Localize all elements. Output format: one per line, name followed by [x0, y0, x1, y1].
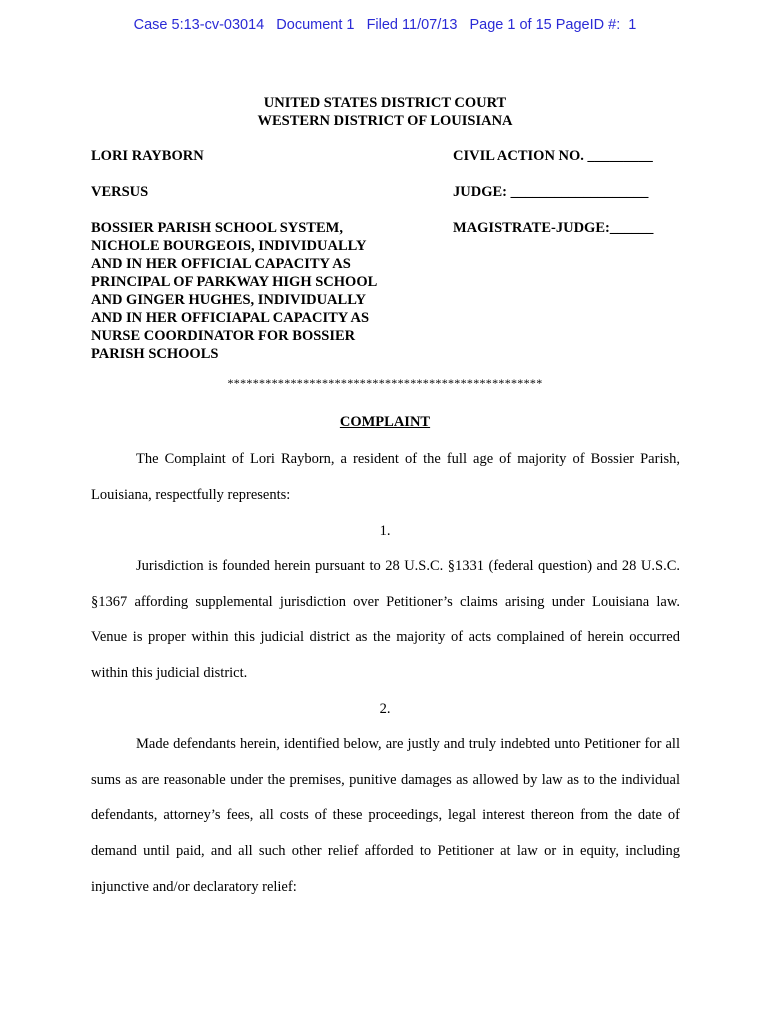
caption-separator: **************************************************	[227, 376, 543, 390]
defendant-line: AND IN HER OFFICIAPAL CAPACITY AS	[91, 310, 370, 326]
paragraph-number: 2.	[379, 701, 391, 717]
plaintiff-name: LORI RAYBORN	[91, 148, 204, 164]
paragraph-number: 1.	[379, 523, 391, 539]
versus-label: VERSUS	[91, 184, 149, 200]
defendant-line: PRINCIPAL OF PARKWAY HIGH SCHOOL	[91, 274, 378, 290]
defendant-line: PARISH SCHOOLS	[91, 346, 219, 362]
defendant-line: NICHOLE BOURGEOIS, INDIVIDUALLY	[91, 238, 367, 254]
caption-case-info	[453, 147, 693, 237]
case-header-stamp: Case 5:13-cv-03014 Document 1 Filed 11/07/13 Page 1 of 15 PageID #: 1	[133, 17, 637, 33]
civil-action-number: CIVIL ACTION NO. _________	[453, 148, 653, 164]
defendant-line: AND GINGER HUGHES, INDIVIDUALLY	[91, 292, 367, 308]
court-title	[0, 94, 770, 130]
complaint-heading: COMPLAINT	[339, 414, 431, 430]
court-district: WESTERN DISTRICT OF LOUISIANA	[257, 113, 513, 129]
defendant-line: BOSSIER PARISH SCHOOL SYSTEM,	[91, 220, 343, 236]
complaint-intro: The Complaint of Lori Rayborn, a resident of the full age of majority of Bossier Parish, Louisiana, respectfully represents:	[91, 451, 680, 503]
magistrate-judge-field: MAGISTRATE-JUDGE:______	[453, 220, 654, 236]
defendant-line: NURSE COORDINATOR FOR BOSSIER	[91, 328, 356, 344]
caption-parties	[91, 147, 421, 363]
paragraph-text: Made defendants herein, identified below, are justly and truly indebted unto Petitioner for all sums as are reasonable under the premises, punitive damages as allowed by law as to the individual defendants, attorney’s fees, all costs of these proceedings, legal interest thereon from the date of demand until paid, and all such other relief afforded to Petitioner at law or in equity, including injunctive and/or declaratory relief:	[91, 736, 680, 895]
paragraph-text: Jurisdiction is founded herein pursuant to 28 U.S.C. §1331 (federal question) and 28 U.S.C. §1367 affording supplemental jurisdiction over Petitioner’s claims arising under Louisiana law. Venue is proper within this judicial district as the majority of acts complained of herein occurred within this judicial district.	[91, 558, 680, 682]
judge-field: JUDGE: ___________________	[453, 184, 649, 200]
defendant-line: AND IN HER OFFICIAL CAPACITY AS	[91, 256, 351, 272]
court-name: UNITED STATES DISTRICT COURT	[263, 95, 507, 111]
